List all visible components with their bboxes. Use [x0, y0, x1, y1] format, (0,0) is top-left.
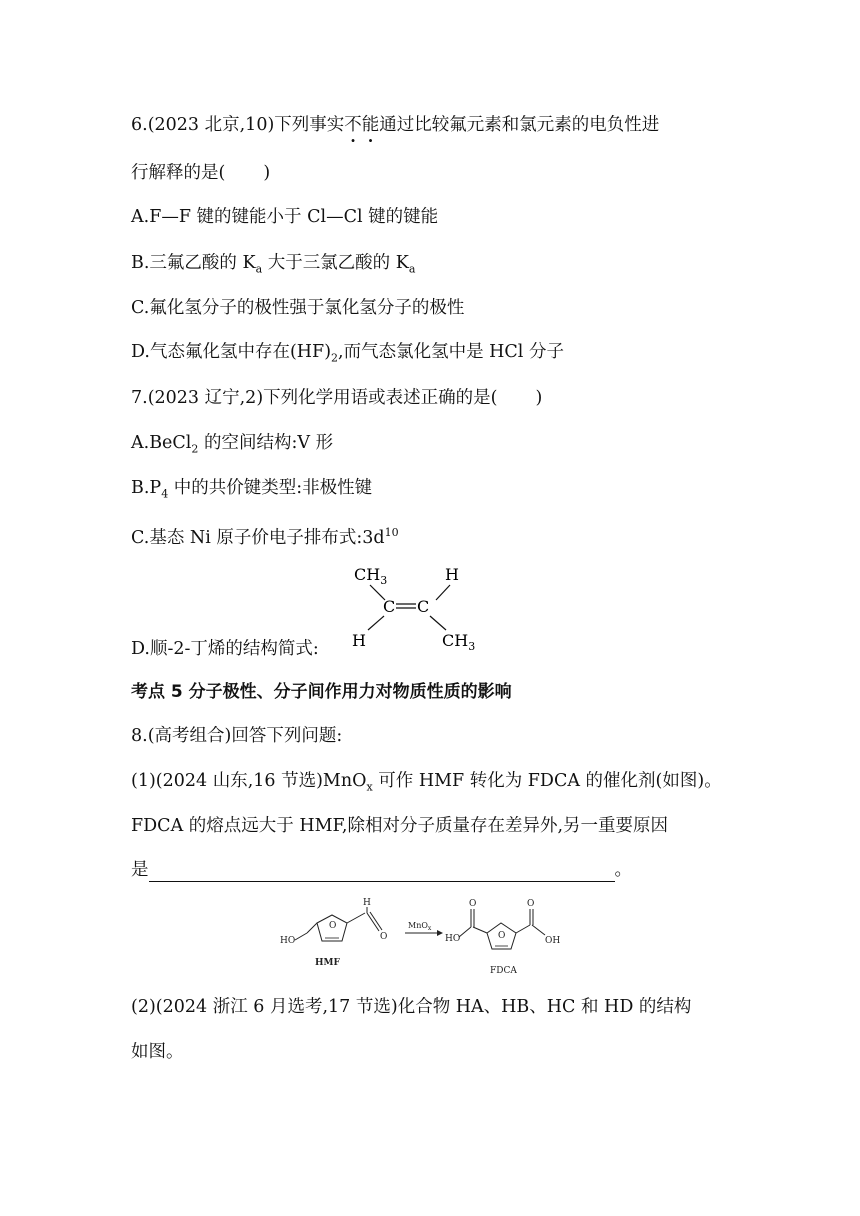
catalyst-label: MnO$_x$: [408, 921, 432, 932]
ch3-top: $CH_3$: [354, 565, 388, 587]
q7-option-b: $B.P_4$ 中的共价键类型:非极性键: [131, 478, 373, 501]
q6-stem-line1: 6.(2023 北京,10)下列事实不能通过比较氟元素和氯元素的电负性进: [131, 115, 660, 135]
hmf-ring-oxygen: O: [329, 921, 337, 931]
q6-stem-line2: 行解释的是( ): [131, 163, 271, 183]
q7-option-a: A.BeCl$_2$ 的空间结构:V 形: [131, 433, 334, 456]
bond-c-h: [368, 616, 384, 630]
reaction-arrow-head: [437, 930, 443, 936]
emphasis-bu: 不: [344, 115, 362, 135]
carbon-right: C: [417, 597, 430, 616]
ho-mid: HO: [445, 934, 461, 944]
q8-stem: 8.(高考组合)回答下列问题:: [131, 726, 343, 746]
bond-h-c: [436, 585, 450, 600]
ho-left: HO: [280, 936, 296, 946]
q8-part1-line3: 是 。: [131, 860, 632, 880]
hmf-label: HMF: [315, 958, 340, 968]
q6-option-c: C.氟化氢分子的极性强于氯化氢分子的极性: [131, 298, 465, 318]
h-ald: H: [363, 898, 371, 908]
h-bottom: H: [352, 631, 366, 650]
answer-fill-line[interactable]: [149, 863, 615, 882]
hmf-fdca-scheme: [275, 893, 585, 979]
q8-part1-line2: FDCA 的熔点远大于 HMF,除相对分子质量存在差异外,另一重要原因: [131, 816, 669, 836]
q7-option-c: C.基态 Ni 原子价电子排布式$:3d^{10}$: [131, 526, 399, 548]
fdca-bond-ring1: [473, 927, 487, 933]
fdca-ring-oxygen: O: [498, 931, 506, 941]
hmf-bond-1: [295, 933, 307, 940]
fdca-bond-oh2: [532, 925, 545, 935]
q7-option-d: D.顺-2-丁烯的结构简式:: [131, 639, 319, 659]
fdca-label: FDCA: [490, 966, 517, 976]
hmf-bond-ald: [347, 913, 365, 923]
q8-part2-line1: (2)(2024 浙江 6 月选考,17 节选)化合物 HA、HB、HC 和 HD 的结构: [131, 997, 692, 1017]
hmf-bond-2: [307, 923, 317, 933]
o-carb1: O: [469, 899, 477, 909]
fdca-bond-ring2: [516, 925, 530, 933]
carbon-left: C: [383, 597, 396, 616]
fdca-bond-oh1: [459, 927, 471, 937]
q6-option-a: A.F—F 键的键能小于 Cl—Cl 键的键能: [131, 207, 439, 227]
ch3-bottom: $CH_3$: [442, 631, 476, 653]
q7-stem: 7.(2023 辽宁,2)下列化学用语或表述正确的是( ): [131, 388, 543, 408]
q6-option-d: D.气态氟化氢中存在$(HF)_2$,而气态氯化氢中是 HCl 分子: [131, 342, 564, 365]
oh-right: OH: [545, 936, 561, 946]
q6-option-b: B.三氟乙酸的 $K_a$ 大于三氯乙酸的 $K_a$: [131, 253, 416, 276]
h-top: H: [445, 565, 459, 584]
bond-c-ch3: [430, 616, 446, 630]
q8-part1-line1: (1)(2024 山东,16 节选)MnO$_x$ 可作 HMF 转化为 FDCA 的催化剂(如图)。: [131, 771, 722, 794]
o-ald: O: [380, 932, 388, 942]
q8-part2-line2: 如图。: [131, 1042, 184, 1062]
o-carb2: O: [527, 899, 535, 909]
section-heading: 考点 5 分子极性、分子间作用力对物质性质的影响: [131, 682, 512, 702]
emphasis-neng: 能: [361, 115, 380, 135]
cis-2-butene-structure: [340, 560, 500, 660]
